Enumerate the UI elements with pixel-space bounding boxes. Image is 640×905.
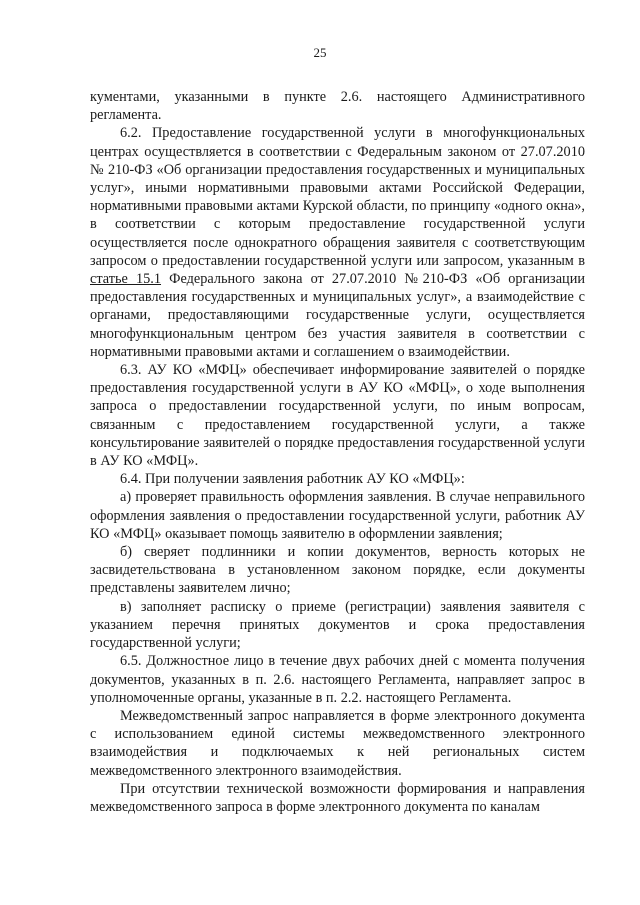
paragraph-continuation: кументами, указанными в пункте 2.6. настоящего Административного регламента. <box>90 89 585 124</box>
paragraph-6-5: 6.5. Должностное лицо в течение двух рабочих дней с момента получения документов, указанных в п. 2.6. настоящего Регламента, направляет запрос в уполномоченные органы, указанные в п. 2.2. настоящего Регламента. <box>90 653 585 706</box>
paragraph-6-4-v: в) заполняет расписку о приеме (регистрации) заявления заявителя с указанием перечня принятых документов и срока предоставления государственной услуги; <box>90 598 585 652</box>
paragraph-6-2-text-before-link: 6.2. Предоставление государственной услуги в многофункциональных центрах осуществляется в соответствии с Федеральным законом от 27.07.2010 № 210-ФЗ «Об организации предоставления государственных и муниципальных услуг», иными нормативными правовыми актами Российской Федерации, нормативными правовыми актами Курской области, по принципу «одного окна», в соответствии с которым предоставление государственной услуги осуществляется после однократного обращения заявителя с соответствующим запросом о предоставлении государственной услуги или запросом, указанным в <box>90 125 585 269</box>
paragraph-6-2 <box>90 124 585 361</box>
paragraph-6-2-text-after-link: Федерального закона от 27.07.2010 №210-ФЗ «Об организации предоставления государственных и муниципальных услуг», а взаимодействие с органами, предоставляющими государственные услуги, осуществляется многофункциональным центром без участия заявителя в соответствии с нормативными правовыми актами и соглашением о взаимодействии. <box>90 271 586 360</box>
paragraph-no-technical-capability: При отсутствии технической возможности формирования и направления межведомственного запроса в форме электронного документа по каналам <box>90 780 585 815</box>
document-body <box>90 88 585 816</box>
paragraph-6-4-b: б) сверяет подлинники и копии документов, верность которых не засвидетельствована в установленном законом порядке, если документы представлены заявителем лично; <box>90 544 585 597</box>
paragraph-interagency-request: Межведомственный запрос направляется в форме электронного документа с использованием единой системы межведомственного электронного взаимодействия и подключаемых к ней региональных систем межведомственного электронного взаимодействия. <box>90 707 585 779</box>
paragraph-6-4-a: а) проверяет правильность оформления заявления. В случае неправильного оформления заявления о предоставлении государственной услуги, работник АУ КО «МФЦ» оказывает помощь заявителю в оформлении заявления; <box>90 489 585 542</box>
page-number: 25 <box>313 45 327 60</box>
paragraph-6-4: 6.4. При получении заявления работник АУ КО «МФЦ»: <box>120 471 465 488</box>
paragraph-6-3: 6.3. АУ КО «МФЦ» обеспечивает информирование заявителей о порядке предоставления государственной услуги в АУ КО «МФЦ», о ходе выполнения запроса о предоставлении государственной услуги, по иным вопросам, связанным с предоставлением государственной услуги, а также консультирование заявителей о порядке предоставления государственной услуги в АУ КО «МФЦ». <box>90 362 585 470</box>
article-15-1-link[interactable]: статье 15.1 <box>90 271 162 288</box>
